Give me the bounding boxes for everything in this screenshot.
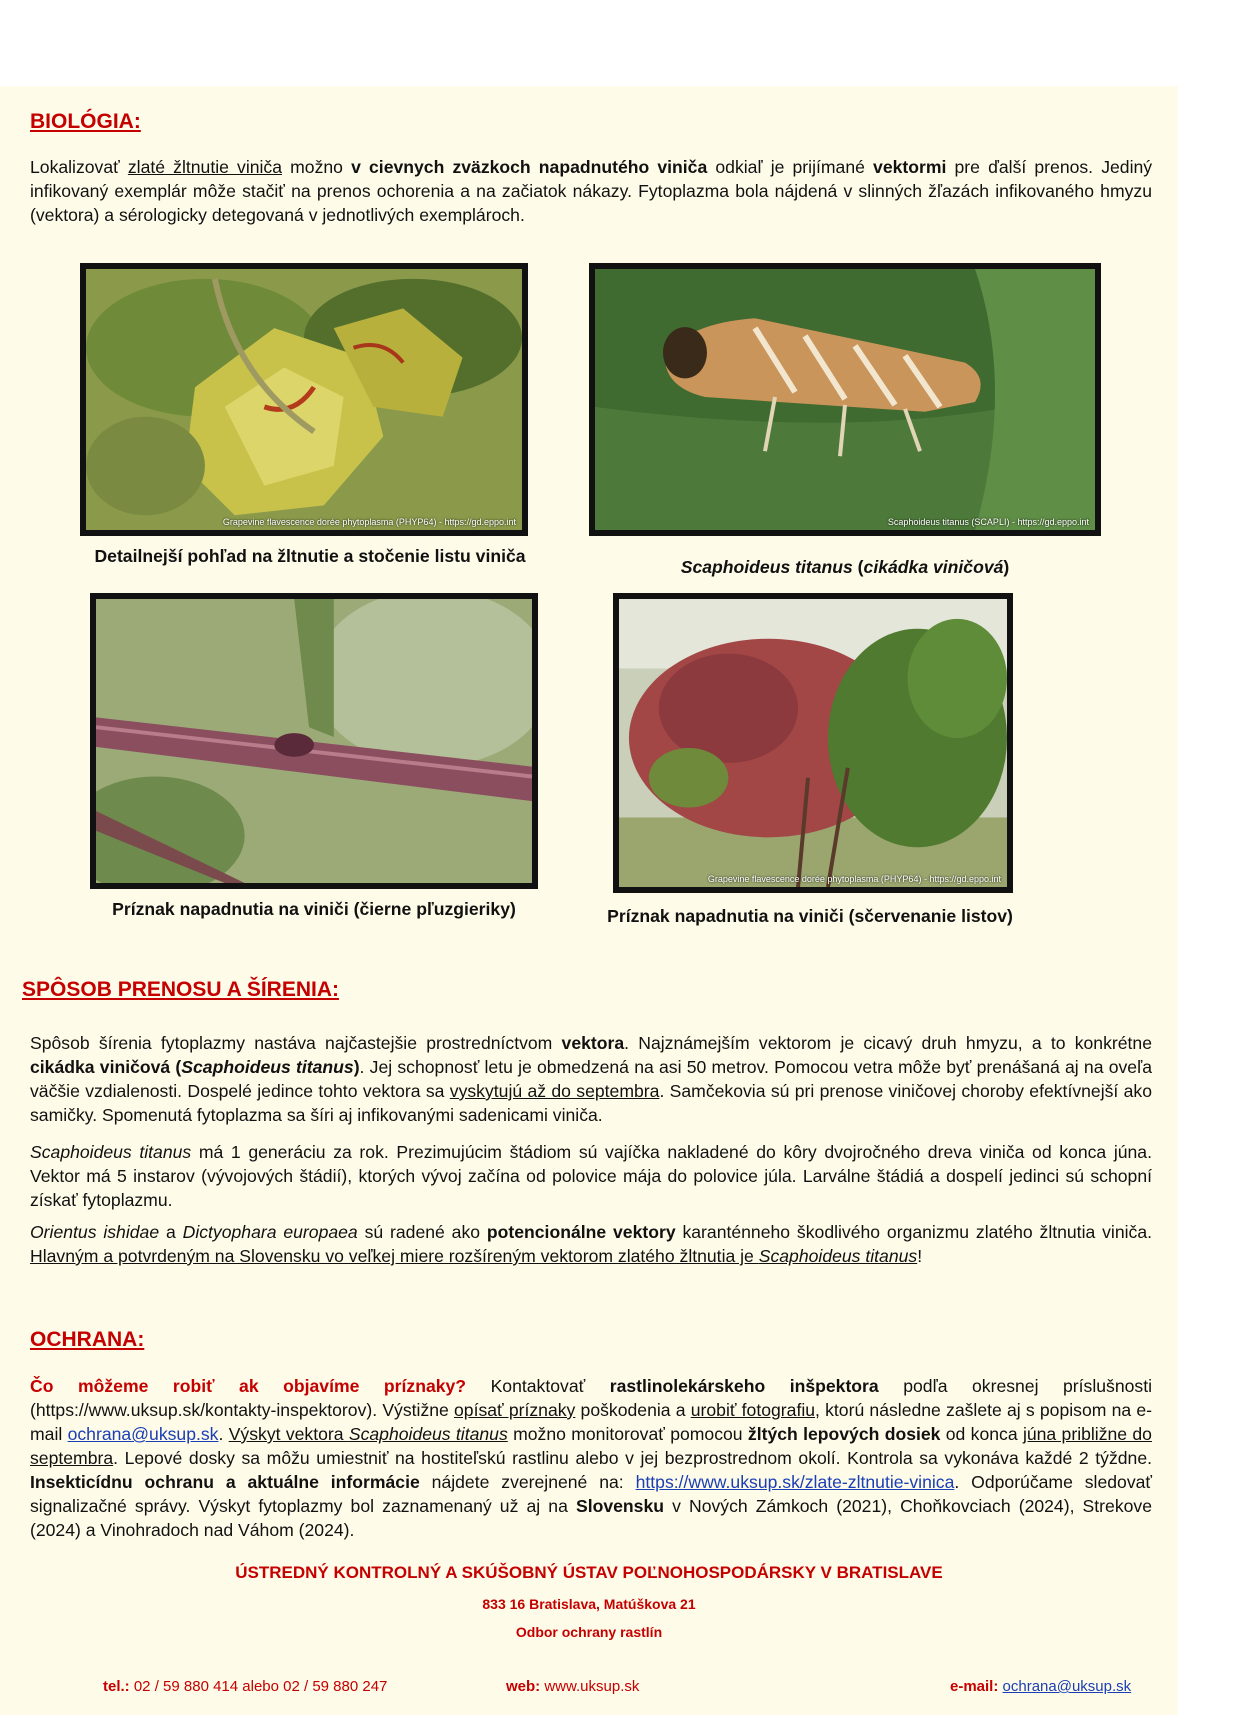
photo-black-pustules [90,593,538,889]
photo-caption-black-pustules: Príznak napadnutia na viniči (čierne pľuzgieriky) [112,899,516,919]
section-heading-ochrana: OCHRANA: [30,1328,145,1351]
photo-leaf-yellowing [80,263,528,536]
photo-caption-scaphoideus-titanus: Scaphoideus titanus (cikádka viničová) [680,557,1010,577]
photo-credit: Grapevine flavescence dorée phytoplasma (PHYP64) - https://gd.eppo.int [707,874,1001,884]
prenos-paragraph-1: Spôsob šírenia fytoplazmy nastáva najčastejšie prostredníctvom vektora. Najznámejším vektorom je cicavý druh hmyzu, a to konkrétne cikádka viničová (Scaphoideus titanus). Jej schopnosť letu je obmedzená na asi 50 metrov. Pomocou vetra môže byť prenášaná aj na oveľa väčšie vzdialenosti. Dospelé jedince tohto vektora sa vyskytujú až do septembra. Samčekovia sú pri prenose viničovej choroby efektívnejší ako samičky. Spomenutá fytoplazma sa šíri aj infikovanými sadenicami viniča. [30,1033,1152,1125]
institution-address: 833 16 Bratislava, Matúškova 21 [482,1596,696,1612]
footer-phone: tel.: 02 / 59 880 414 alebo 02 / 59 880 247 [103,1678,388,1695]
institution-department: Odbor ochrany rastlín [515,1624,663,1640]
prenos-paragraph-3: Orientus ishidae a Dictyophara europaea sú radené ako potencionálne vektory karanténneho škodlivého organizmu zlatého žltnutia viniča. Hlavným a potvrdeným na Slovensku vo veľkej miere rozšíreným vektorom zlatého žltnutia je Scaphoideus titanus! [30,1222,1152,1266]
photo-caption-leaf-yellowing: Detailnejší pohľad na žltnutie a stočenie listu viniča [94,546,526,566]
email-link[interactable]: ochrana@uksup.sk [67,1424,219,1444]
section-heading-prenos: SPÔSOB PRENOSU A ŠÍRENIA: [22,978,339,1001]
footer-email-link[interactable]: ochrana@uksup.sk [1002,1678,1132,1695]
prenos-paragraph-2: Scaphoideus titanus má 1 generáciu za rok. Prezimujúcim štádiom sú vajíčka nakladené do kôry dvojročného dreva viniča od konca júna. Vektor má 5 instarov (vývojových štádií), ktorých vývoj začína od polovice mája do polovice júla. Larválne štádiá a dospelí jedinci sú schopní získať fytoplazmu. [30,1142,1152,1210]
photo-credit: Scaphoideus titanus (SCAPLI) - https://gd.eppo.int [887,517,1089,527]
institution-name: ÚSTREDNÝ KONTROLNÝ A SKÚŠOBNÝ ÚSTAV POĽNOHOSPODÁRSKY V BRATISLAVE [235,1563,943,1582]
section-heading-biologia: BIOLÓGIA: [30,110,141,133]
photo-credit: Grapevine flavescence dorée phytoplasma (PHYP64) - https://gd.eppo.int [222,517,516,527]
photo-caption-red-leaves: Príznak napadnutia na viniči (sčervenanie listov) [607,906,1013,926]
biologia-paragraph: Lokalizovať zlaté žltnutie viniča možno v cievnych zväzkoch napadnutého viniča odkiaľ je prijímané vektormi pre ďalší prenos. Jediný infikovaný exemplár môže stačiť na prenos ochorenia a na začiatok nákazy. Fytoplazma bola nájdená v slinných žľazách infikovaného hmyzu (vektora) a sérologicky detegovaná v jednotlivých exemplároch. [30,157,1153,225]
footer-email: e-mail: ochrana@uksup.sk [950,1678,1132,1695]
footer-web: web: www.uksup.sk [506,1678,640,1695]
photo-red-leaves [613,593,1013,893]
ochrana-paragraph: Čo môžeme robiť ak objavíme príznaky? Kontaktovať rastlinolekárskeho inšpektora podľa okresnej príslušnosti (https://www.uksup.sk/kontakty-inspektorov). Výstižne opísať príznaky poškodenia a urobiť fotografiu, ktorú následne zašlete aj s popisom na e-mail ochrana@uksup.sk. Výskyt vektora Scaphoideus titanus možno monitorovať pomocou žltých lepových dosiek od konca júna približne do septembra. Lepové dosky sa môžu umiestniť na hostiteľskú rastlinu alebo v jej bezprostrednom okolí. Kontrola sa vykonáva každé 2 týždne. Insekticídnu ochranu a aktuálne informácie nájdete zverejnené na: https://www.uksup.sk/zlate-zltnutie-vinica. Odporúčame sledovať signalizačné správy. Výskyt fytoplazmy bol zaznamenaný už aj na Slovensku v Nových Zámkoch (2021), Choňkovciach (2024), Strekove (2024) a Vinohradoch nad Váhom (2024). [30,1376,1152,1540]
photo-scaphoideus-titanus [589,263,1101,536]
info-link[interactable]: https://www.uksup.sk/zlate-zltnutie-vinica [635,1472,955,1492]
